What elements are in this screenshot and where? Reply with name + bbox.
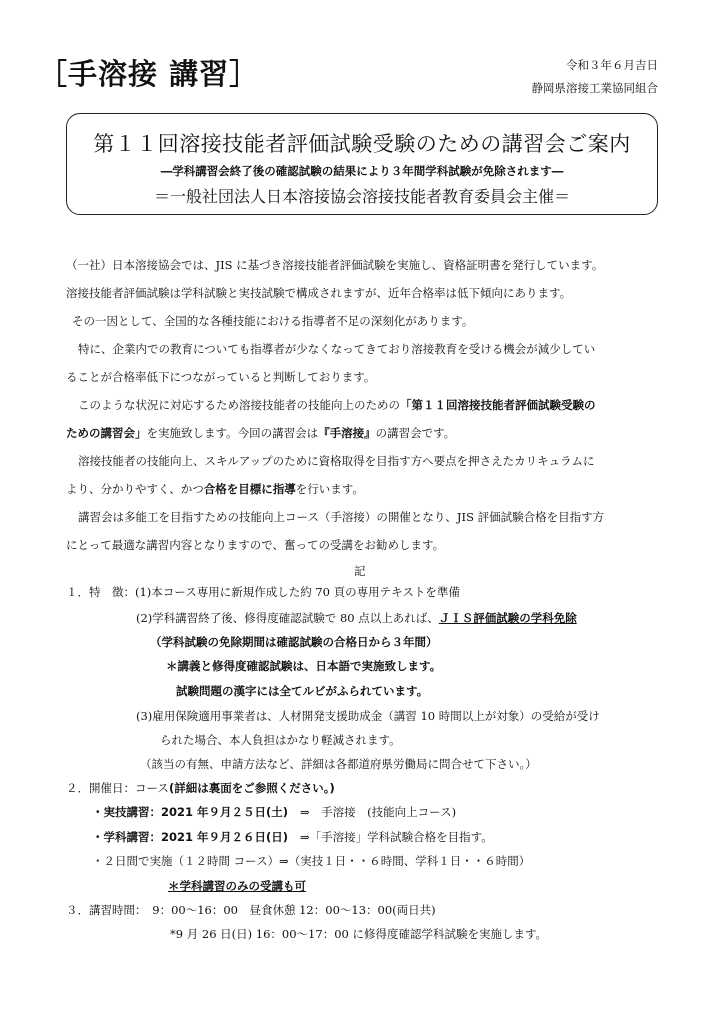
details-on-back: (詳細は裏面をご参照ください。) xyxy=(168,781,335,795)
announcement-box xyxy=(66,113,658,215)
intro-line-8: 溶接技能者の技能向上、スキルアップのために資格取得を目指す方へ要点を押さえたカリキュラムに xyxy=(78,454,595,468)
intro-line-2: 溶接技能者評価試験は学科試験と実技試験で構成されますが、近年合格率は低下傾向にあります。 xyxy=(66,286,572,300)
academic-course: ⇒「手溶接」学科試験合格を目指す。 xyxy=(300,830,493,844)
announcement-subheading: ―学科講習会終了後の確認試験の結果により３年間学科試験が免除されます― xyxy=(160,164,564,178)
course-type-bold: 『手溶接』 xyxy=(318,426,376,440)
ruby-note: 試験問題の漢字には全てルビがふられています。 xyxy=(176,684,429,698)
course-name-bold-end: ための講習会」 xyxy=(66,426,147,440)
practical-date: ・実技講習：2021 年９月２５日(土) xyxy=(92,805,289,819)
ki-heading: 記 xyxy=(354,564,366,578)
item-2-dates-text: ２．開催日：コース xyxy=(66,781,169,795)
goal-bold: 合格を目標に指導 xyxy=(203,482,296,496)
issue-date: 令和３年６月吉日 xyxy=(566,58,658,72)
course-name-bold: 「第１１回溶接技能者評価試験受験の xyxy=(400,398,596,412)
document-title: ［手溶接 講習］ xyxy=(38,57,260,91)
item-1-feature-2 xyxy=(136,610,577,626)
intro-line-7 xyxy=(66,425,455,441)
intro-line-7-tail: の講習会です。 xyxy=(375,426,456,440)
academic-schedule xyxy=(92,829,493,845)
confirmation-exam-note: *9 月 26 日(日) 16：00～17：00 に修得度確認学科試験を実施します。 xyxy=(170,927,548,941)
academic-only-note: ＊学科講習のみの受講も可 xyxy=(168,879,306,893)
intro-line-4: 特に、企業内での教育についても指導者が少なくなってきており溶接教育を受ける機会が減少してい xyxy=(78,342,596,356)
intro-line-9-text: より、分かりやすく、かつ xyxy=(66,482,204,496)
intro-line-9-tail: を行います。 xyxy=(295,482,364,496)
item-2-dates xyxy=(66,780,335,796)
intro-line-9 xyxy=(66,481,364,497)
item-3-hours: ３．講習時間： 9：00～16：00 昼食休憩 12：00～13：00(両日共) xyxy=(66,903,436,917)
organization-name: 静岡県溶接工業協同組合 xyxy=(531,81,658,95)
intro-line-5: ることが合格率低下につながっていると判断しております。 xyxy=(66,370,376,384)
two-day-format: ・２日間で実施（１２時間 コース）⇒（実技１日・・６時間、学科１日・・６時間） xyxy=(92,854,531,868)
language-note: ＊講義と修得度確認試験は、日本語で実施致します。 xyxy=(166,659,442,673)
item-1-feature-3-cont: られた場合、本人負担はかなり軽減されます。 xyxy=(160,733,401,747)
intro-line-6-text: このような状況に対応するため溶接技能者の技能向上のための xyxy=(78,398,400,412)
item-1-feature-2-text: (2)学科講習終了後、修得度確認試験で 80 点以上あれば、 xyxy=(136,611,439,625)
announcement-host: ＝一般社団法人日本溶接協会溶接技能者教育委員会主催＝ xyxy=(153,187,570,206)
practical-course: ⇒ 手溶接 (技能向上コース) xyxy=(300,805,457,819)
intro-line-1: （一社）日本溶接協会では、JIS に基づき溶接技能者評価試験を実施し、資格証明書を発行しています。 xyxy=(66,258,604,272)
intro-line-3: その一因として、全国的な各種技能における指導者不足の深刻化があります。 xyxy=(72,314,474,328)
intro-line-11: にとって最適な講習内容となりますので、奮っての受講をお勧めします。 xyxy=(66,538,445,552)
academic-date: ・学科講習：2021 年９月２６日(日) xyxy=(92,830,289,844)
intro-line-10: 講習会は多能工を目指すための技能向上コース（手溶接）の開催となり、JIS 評価試験合格を目指す方 xyxy=(78,510,605,524)
item-1-feature-3: (3)雇用保険適用事業者は、人材開発支援助成金（講習 10 時間以上が対象）の受給が受け xyxy=(136,709,600,723)
item-1-feature-3-note: （該当の有無、申請方法など、詳細は各都道府県労働局に問合せて下さい。） xyxy=(140,757,537,771)
exemption-bold: ＪＩＳ評価試験の学科免除 xyxy=(438,611,577,625)
announcement-heading: 第１１回溶接技能者評価試験受験のための講習会ご案内 xyxy=(93,132,631,156)
exemption-period: （学科試験の免除期間は確認試験の合格日から３年間） xyxy=(150,635,438,649)
intro-line-6 xyxy=(78,397,596,413)
item-1-features: １．特 徴：(1)本コース専用に新規作成した約 70 頁の専用テキストを準備 xyxy=(66,585,460,599)
practical-schedule xyxy=(92,804,456,820)
intro-line-7-text: を実施致します。今回の講習会は xyxy=(146,426,319,440)
